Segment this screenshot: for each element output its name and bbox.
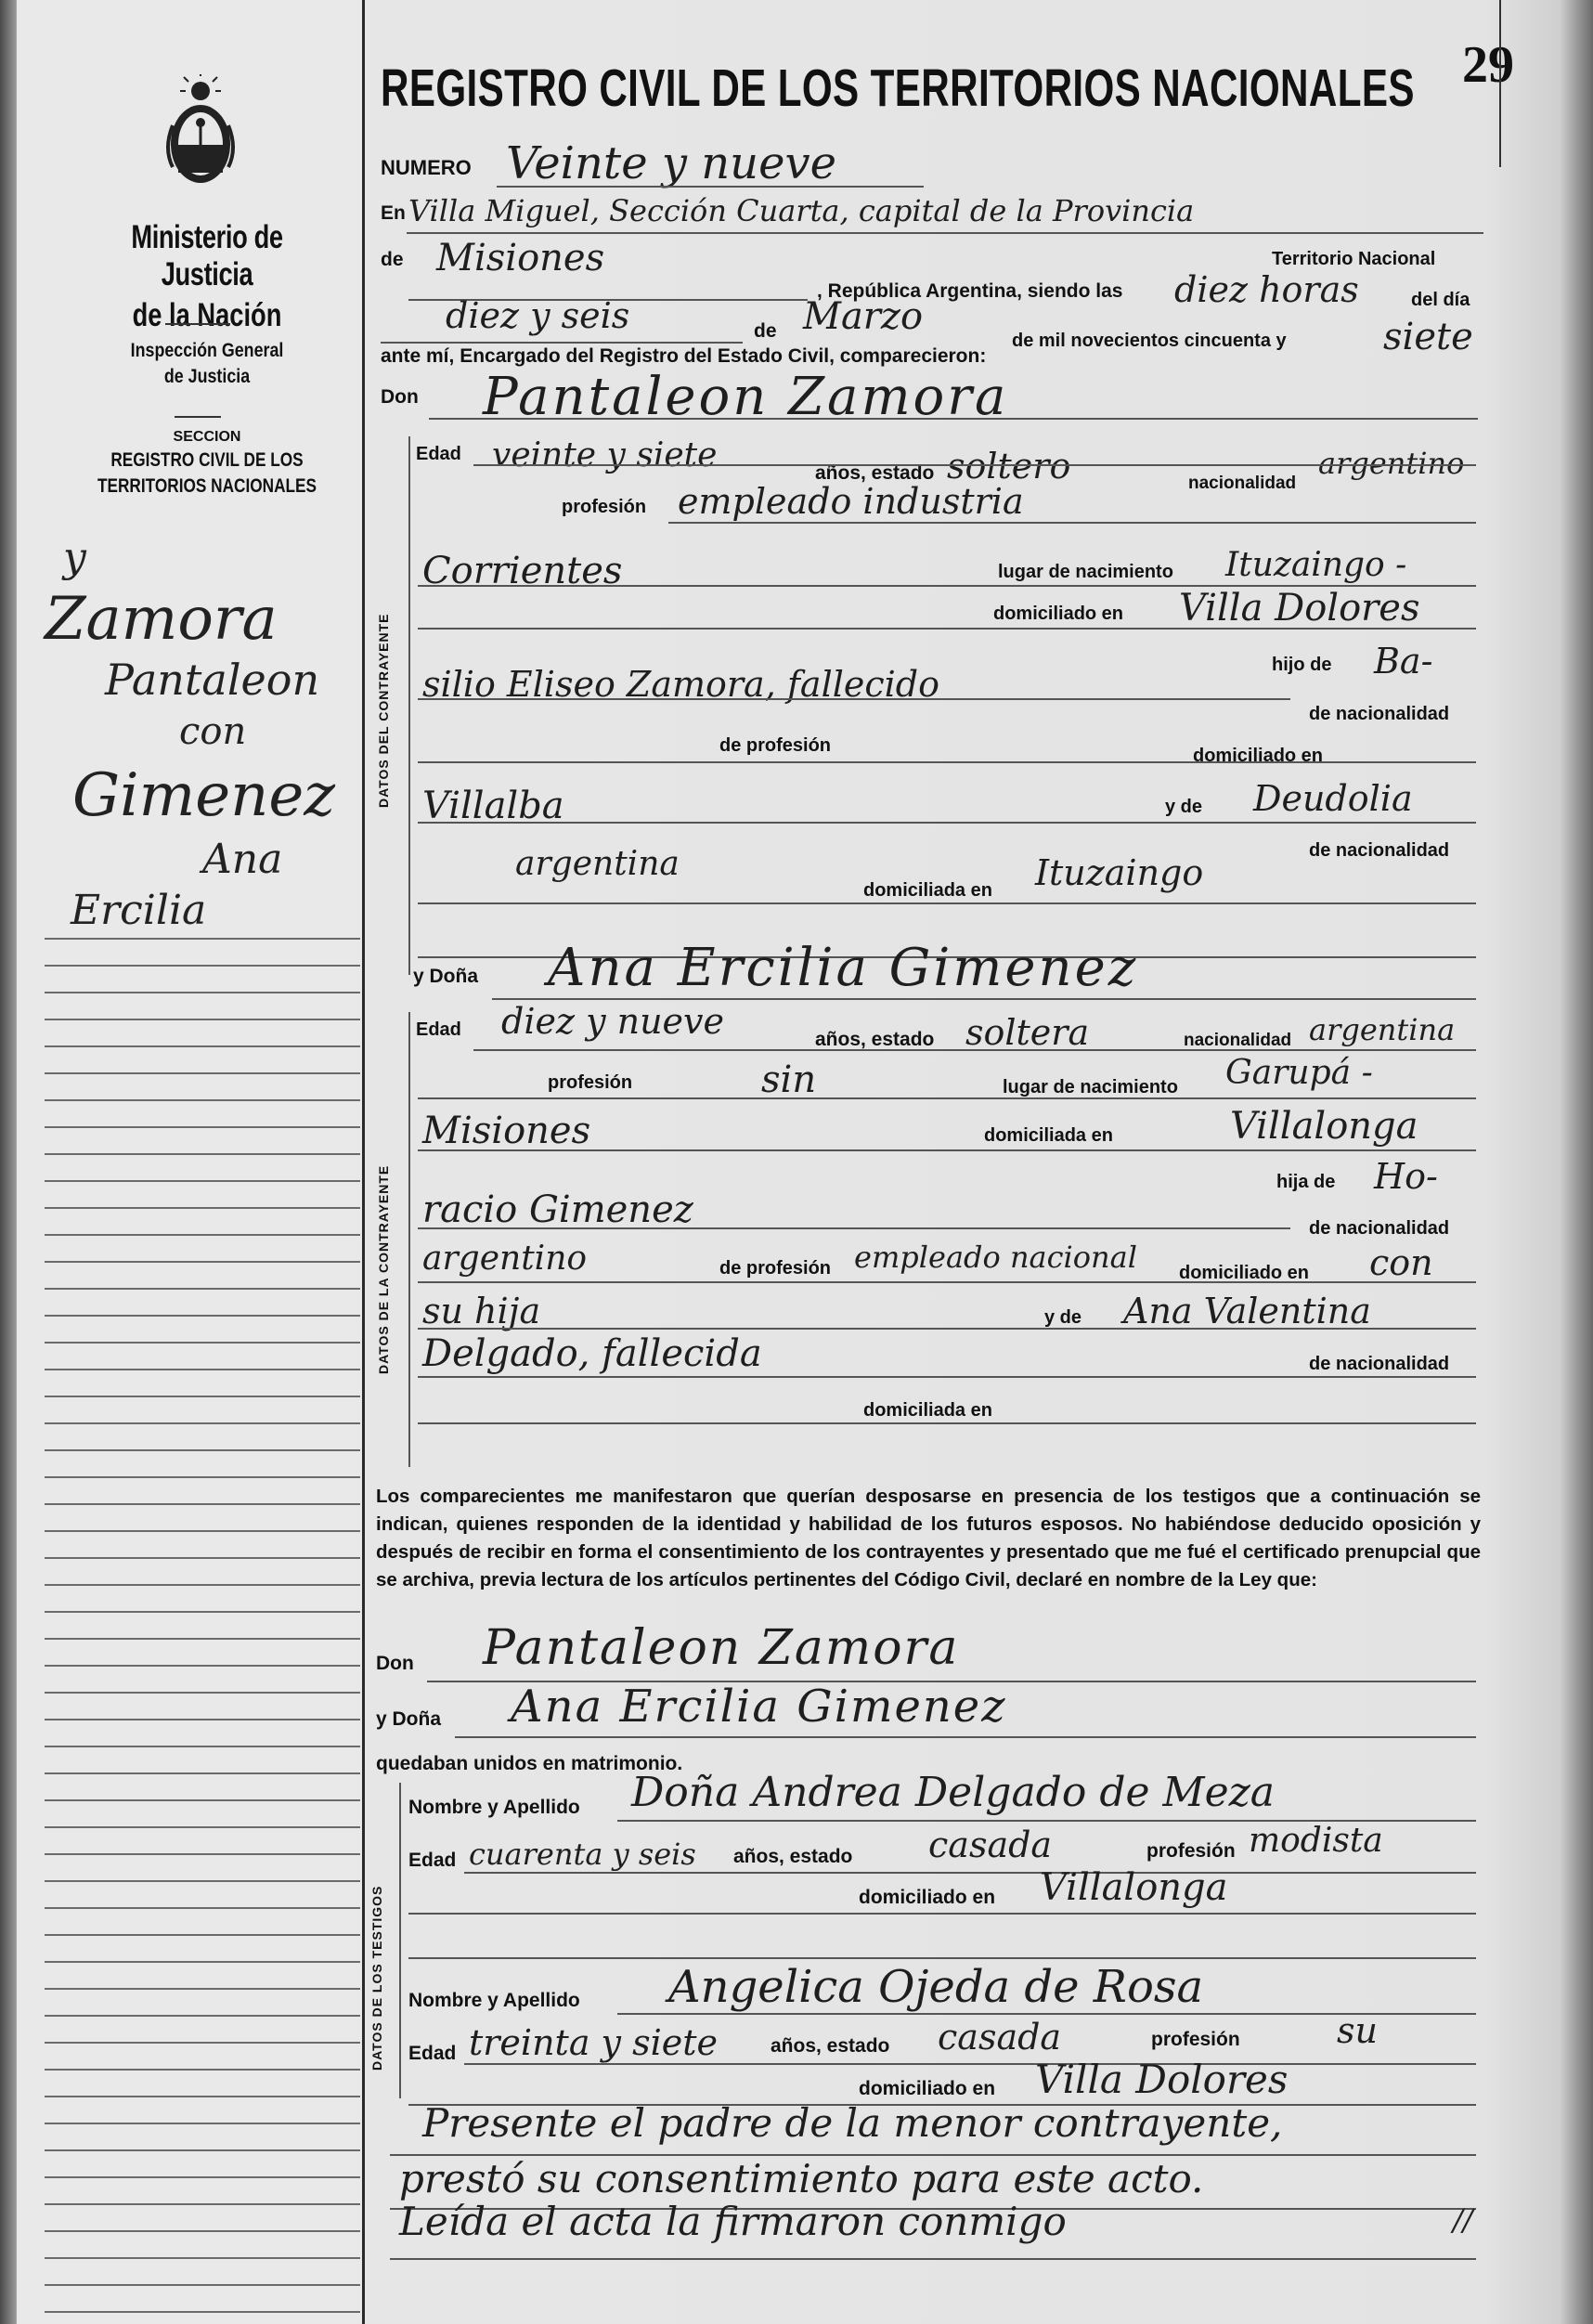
del-dia-label: del día bbox=[1411, 290, 1470, 310]
a-lugar-value2: Misiones bbox=[422, 1110, 591, 1152]
margin-ruled-line bbox=[45, 1234, 360, 1236]
margin-ruled-line bbox=[45, 1045, 360, 1047]
a-lugar-value: Garupá - bbox=[1225, 1054, 1373, 1092]
margin-ruled-line bbox=[45, 1692, 360, 1694]
t2-anios-label: años, estado bbox=[771, 2035, 890, 2057]
page-title: REGISTRO CIVIL DE LOS TERRITORIOS NACIONALES bbox=[381, 58, 1415, 118]
t2-nombre-value: Angelica Ojeda de Rosa bbox=[668, 1961, 1204, 2013]
hora-value: diez horas bbox=[1174, 269, 1359, 310]
a-prof-line bbox=[418, 1097, 1476, 1099]
c-madre-nac: argentina bbox=[515, 845, 680, 883]
t2-prof-value: su bbox=[1337, 2010, 1378, 2051]
en-label: En bbox=[381, 202, 406, 224]
right-edge-line bbox=[1499, 0, 1501, 167]
de2-label: de bbox=[754, 320, 777, 342]
don-value: Pantaleon Zamora bbox=[483, 367, 1009, 427]
margin-ruled-line bbox=[45, 1207, 360, 1209]
margin-ruled-line bbox=[45, 1880, 360, 1882]
c-madre-value: Deudolia bbox=[1253, 778, 1413, 819]
c-padre-line bbox=[418, 698, 1290, 700]
numero-line bbox=[497, 186, 924, 188]
union-don-label: Don bbox=[376, 1653, 414, 1674]
a-madre-line bbox=[418, 1328, 1476, 1330]
closing-line1: Presente el padre de la menor contrayente, bbox=[422, 2100, 1283, 2146]
c-domic-label: domiciliado en bbox=[993, 604, 1124, 624]
margin-ruled-line bbox=[45, 1826, 360, 1828]
c-madre-domic: Ituzaingo bbox=[1035, 852, 1204, 893]
union-dona-label: y Doña bbox=[376, 1708, 442, 1730]
a-de-nac1-label: de nacionalidad bbox=[1309, 1218, 1450, 1239]
c-prof2-line bbox=[418, 761, 1476, 763]
a-hija-pre: Ho- bbox=[1374, 1156, 1438, 1197]
margin-note-pantaleon: Pantaleon bbox=[105, 655, 320, 705]
margin-ruled-line bbox=[45, 1907, 360, 1909]
t2-nombre-label: Nombre y Apellido bbox=[408, 1990, 580, 2011]
quedaban-label: quedaban unidos en matrimonio. bbox=[376, 1753, 683, 1774]
republica-label: , República Argentina, siendo las bbox=[817, 280, 1123, 302]
c-domicil-label: domiciliada en bbox=[863, 880, 992, 901]
t2-estado-value: casada bbox=[938, 2017, 1062, 2058]
c-domic2-label: domiciliado en bbox=[1193, 746, 1324, 766]
margin-ruled-line bbox=[45, 1503, 360, 1505]
margin-ruled-line bbox=[45, 1261, 360, 1263]
t1-nombre-label: Nombre y Apellido bbox=[408, 1797, 580, 1818]
c-prof-line bbox=[668, 522, 1476, 524]
margin-ruled-line bbox=[45, 1611, 360, 1613]
margin-ruled-line bbox=[45, 1746, 360, 1747]
y-dona-label: y Doña bbox=[413, 966, 479, 987]
c-de-nac2-label: de nacionalidad bbox=[1309, 840, 1450, 861]
a-domicil-line bbox=[418, 1422, 1476, 1424]
margin-note-zamora: Zamora bbox=[45, 585, 278, 654]
margin-ruled-line bbox=[45, 1961, 360, 1963]
a-edad-line bbox=[473, 1049, 1476, 1051]
t2-prof-label: profesión bbox=[1151, 2029, 1240, 2050]
a-edad-label: Edad bbox=[416, 1019, 461, 1040]
contrayenta-bracket bbox=[408, 1012, 410, 1467]
t1-domic-line bbox=[408, 1913, 1476, 1915]
margin-ruled-line bbox=[45, 1422, 360, 1424]
c-domic-line bbox=[418, 628, 1476, 630]
margin-ruled-line bbox=[45, 1369, 360, 1370]
t2-edad-label: Edad bbox=[408, 2043, 457, 2064]
a-y-de-label: y de bbox=[1044, 1307, 1082, 1328]
contrayente-bracket bbox=[408, 436, 410, 975]
numero-label: NUMERO bbox=[381, 156, 472, 179]
margin-ruled-line bbox=[45, 1853, 360, 1855]
closing-line3: Leída el acta la firmaron conmigo bbox=[399, 2199, 1067, 2244]
margin-ruled-line bbox=[45, 992, 360, 993]
t2-domic-value: Villa Dolores bbox=[1035, 2057, 1289, 2102]
margin-ruled-line bbox=[45, 1342, 360, 1344]
c-lugar-value: Ituzaingo - bbox=[1225, 546, 1407, 584]
margin-ruled-line bbox=[45, 2123, 360, 2124]
c-edad-label: Edad bbox=[416, 444, 461, 464]
don-line bbox=[429, 418, 1478, 420]
margin-ruled-line bbox=[45, 1584, 360, 1586]
inspection-name: Inspección General de Justicia bbox=[130, 340, 284, 387]
en-value: Villa Miguel, Sección Cuarta, capital de la Provincia bbox=[408, 193, 1195, 228]
margin-ruled-line bbox=[45, 1126, 360, 1128]
closing-line2: prestó su consentimiento para este acto. bbox=[399, 2156, 1204, 2201]
c-y-de-label: y de bbox=[1165, 797, 1203, 817]
a-padre-line bbox=[418, 1227, 1290, 1229]
t1-prof-value: modista bbox=[1249, 1822, 1383, 1860]
margin-note-ercilia: Ercilia bbox=[71, 887, 207, 934]
margin-ruled-line bbox=[45, 965, 360, 967]
margin-ruled-line bbox=[45, 2311, 360, 2313]
closing-line3-rule bbox=[390, 2258, 1476, 2260]
a-prof-label: profesión bbox=[548, 1072, 633, 1093]
union-don-value: Pantaleon Zamora bbox=[483, 1620, 960, 1676]
ministry-divider bbox=[165, 323, 230, 325]
a-padre-domic2: su hija bbox=[422, 1291, 541, 1331]
anio-label: de mil novecientos cincuenta y bbox=[1012, 331, 1287, 351]
territorio-label: Territorio Nacional bbox=[1272, 249, 1436, 269]
t2-edad-line bbox=[464, 2063, 1476, 2065]
c-anios-label: años, estado bbox=[815, 462, 935, 484]
margin-note-con: con bbox=[179, 710, 247, 753]
c-lugar-pre: Corrientes bbox=[422, 550, 623, 592]
inspection-divider bbox=[175, 416, 221, 418]
legal-paragraph: Los comparecientes me manifestaron que querían desposarse en presencia de los testigos que a continuación se indican, quienes responden de la identidad y habilidad de los futuros esposos. No habiéndose deducido oposición y después de recibir en forma el consentimiento de los contrayentes y presentado que me fué el certificado prenupcial que se archiva, previa lectura de los artículos pertinentes del Código Civil, declaré en nombre de la Ley que: bbox=[376, 1486, 1481, 1590]
a-padre-domic: con bbox=[1369, 1242, 1433, 1283]
a-padre-value: racio Gimenez bbox=[422, 1188, 693, 1231]
c-domic-value: Villa Dolores bbox=[1179, 587, 1420, 630]
a-domicil-label: domiciliada en bbox=[863, 1400, 992, 1421]
a-madre-value2: Delgado, fallecida bbox=[422, 1332, 762, 1375]
t1-edad-value: cuarenta y seis bbox=[469, 1837, 696, 1872]
numero-value: Veinte y nueve bbox=[506, 137, 837, 189]
t1-domic-value: Villalonga bbox=[1040, 1866, 1228, 1909]
ministry-name: Ministerio de Justicia de la Nación bbox=[131, 219, 283, 333]
margin-ruled-line bbox=[45, 2149, 360, 2151]
margin-ruled-line bbox=[45, 1557, 360, 1559]
a-padre-prof: empleado nacional bbox=[854, 1240, 1137, 1275]
margin-ruled-line bbox=[45, 1288, 360, 1290]
a-domic-label: domiciliada en bbox=[984, 1125, 1113, 1146]
c-nac-label: nacionalidad bbox=[1188, 474, 1297, 493]
t2-edad-value: treinta y siete bbox=[469, 2022, 719, 2063]
margin-ruled-line bbox=[45, 2203, 360, 2205]
margin-ruled-line bbox=[45, 1638, 360, 1640]
a-de-prof-label: de profesión bbox=[719, 1258, 832, 1279]
margin-ruled-line bbox=[45, 2284, 360, 2286]
margin-ruled-line bbox=[45, 1772, 360, 1774]
margin-ruled-line bbox=[45, 1799, 360, 1801]
c-hijo-pre: Ba- bbox=[1374, 641, 1433, 682]
a-domic-line bbox=[418, 1149, 1476, 1151]
c-nac-value: argentino bbox=[1318, 446, 1465, 481]
margin-ruled-line bbox=[45, 1019, 360, 1020]
margin-ruled-line bbox=[45, 1449, 360, 1451]
margin-ruled-line bbox=[45, 2176, 360, 2178]
a-prof-value: sin bbox=[761, 1058, 817, 1101]
margin-ruled-line bbox=[45, 2230, 360, 2232]
testigos-bracket bbox=[399, 1783, 401, 2098]
page-number: 29 bbox=[1462, 36, 1514, 94]
a-nac-value: argentina bbox=[1309, 1012, 1456, 1047]
c-estado-value: soltero bbox=[947, 446, 1071, 487]
contrayenta-side-label: DATOS DE LA CONTRAYENTE bbox=[376, 1164, 391, 1374]
coat-of-arms-icon bbox=[163, 74, 238, 195]
a-lugar-label: lugar de nacimiento bbox=[1003, 1077, 1178, 1097]
t1-edad-line bbox=[464, 1872, 1476, 1874]
a-nac-label: nacionalidad bbox=[1184, 1031, 1292, 1050]
margin-ruled-line bbox=[45, 938, 360, 940]
c-de-nac1-label: de nacionalidad bbox=[1309, 704, 1450, 724]
de-label: de bbox=[381, 249, 404, 270]
c-edad-line bbox=[473, 464, 1476, 466]
a-de-nac2-label: de nacionalidad bbox=[1309, 1354, 1450, 1374]
margin-ruled-line bbox=[45, 1476, 360, 1478]
margin-ruled-line bbox=[45, 1934, 360, 1936]
dona-value: Ana Ercilia Gimenez bbox=[548, 938, 1139, 998]
margin-ruled-line bbox=[45, 1153, 360, 1155]
a-padre-nac: argentino bbox=[422, 1240, 588, 1278]
margin-ruled-line bbox=[45, 1665, 360, 1667]
margin-ruled-line bbox=[45, 2042, 360, 2044]
anio-value: siete bbox=[1383, 316, 1473, 358]
margin-ruled-line bbox=[45, 1988, 360, 1990]
t1-domic-label: domiciliado en bbox=[859, 1887, 996, 1908]
a-domic2-label: domiciliado en bbox=[1179, 1263, 1310, 1283]
a-madre-value: Ana Valentina bbox=[1123, 1291, 1371, 1331]
c-prof-value: empleado industria bbox=[678, 481, 1024, 522]
union-dona-value: Ana Ercilia Gimenez bbox=[511, 1681, 1007, 1733]
margin-ruled-line bbox=[45, 1719, 360, 1720]
t2-domic-label: domiciliado en bbox=[859, 2078, 996, 2099]
c-madre-nac-line bbox=[418, 902, 1476, 904]
dona-line bbox=[492, 998, 1476, 1000]
c-de-prof-label: de profesión bbox=[719, 735, 832, 756]
mes-value: Marzo bbox=[803, 295, 924, 338]
don-label: Don bbox=[381, 386, 419, 408]
c-edad-value: veinte y siete bbox=[492, 436, 718, 474]
testigos-side-label: DATOS DE LOS TESTIGOS bbox=[369, 1885, 384, 2071]
margin-ruled-line bbox=[45, 2257, 360, 2259]
t1-extra-line bbox=[408, 1957, 1476, 1959]
margin-ruled-line bbox=[45, 2015, 360, 2017]
margin-note-gimenez: Gimenez bbox=[72, 761, 335, 830]
margin-ruled-line bbox=[45, 2069, 360, 2071]
margin-ruled-line bbox=[45, 2096, 360, 2097]
margin-ruled-line bbox=[45, 1530, 360, 1532]
c-lugar-label: lugar de nacimiento bbox=[998, 562, 1173, 582]
a-edad-value: diez y nueve bbox=[501, 1001, 725, 1042]
a-domic-value: Villalonga bbox=[1230, 1105, 1418, 1148]
t1-prof-label: profesión bbox=[1146, 1840, 1236, 1862]
margin-ruled-line bbox=[45, 1180, 360, 1182]
dia-value: diez y seis bbox=[446, 295, 630, 336]
closing-end-mark: // bbox=[1453, 2202, 1473, 2238]
margin-note-y: y bbox=[63, 534, 86, 581]
c-madre-line bbox=[418, 822, 1476, 824]
en-line bbox=[407, 232, 1483, 234]
margin-ruled-line bbox=[45, 1072, 360, 1074]
dia-line bbox=[381, 342, 743, 344]
c-madre-pre: Villalba bbox=[422, 785, 564, 827]
a-estado-value: soltera bbox=[965, 1012, 1090, 1053]
c-prof-label: profesión bbox=[562, 497, 647, 517]
ante-label: ante mí, Encargado del Registro del Estado Civil, comparecieron: bbox=[381, 345, 987, 367]
a-madre-nac-line bbox=[418, 1376, 1476, 1378]
a-padre-prof-line bbox=[418, 1281, 1476, 1283]
t1-edad-label: Edad bbox=[408, 1850, 457, 1871]
a-hija-label: hija de bbox=[1276, 1172, 1336, 1192]
margin-column bbox=[17, 0, 365, 2324]
union-dona-line bbox=[455, 1736, 1476, 1738]
c-hijo-label: hijo de bbox=[1272, 655, 1332, 675]
margin-ruled-line bbox=[45, 1396, 360, 1397]
section-name: SECCION REGISTRO CIVIL DE LOS TERRITORIOS NACIONALES bbox=[97, 429, 317, 497]
contrayente-side-label: DATOS DEL CONTRAYENTE bbox=[376, 613, 391, 808]
margin-note-ana: Ana bbox=[202, 836, 283, 883]
t1-estado-value: casada bbox=[928, 1824, 1053, 1865]
c-padre-value: silio Eliseo Zamora, fallecido bbox=[422, 664, 940, 705]
t1-nombre-value: Doña Andrea Delgado de Meza bbox=[631, 1769, 1276, 1816]
t1-anios-label: años, estado bbox=[733, 1846, 853, 1867]
de-value: Misiones bbox=[436, 237, 605, 279]
margin-ruled-line bbox=[45, 1315, 360, 1317]
a-anios-label: años, estado bbox=[815, 1029, 935, 1050]
margin-ruled-line bbox=[45, 1099, 360, 1101]
